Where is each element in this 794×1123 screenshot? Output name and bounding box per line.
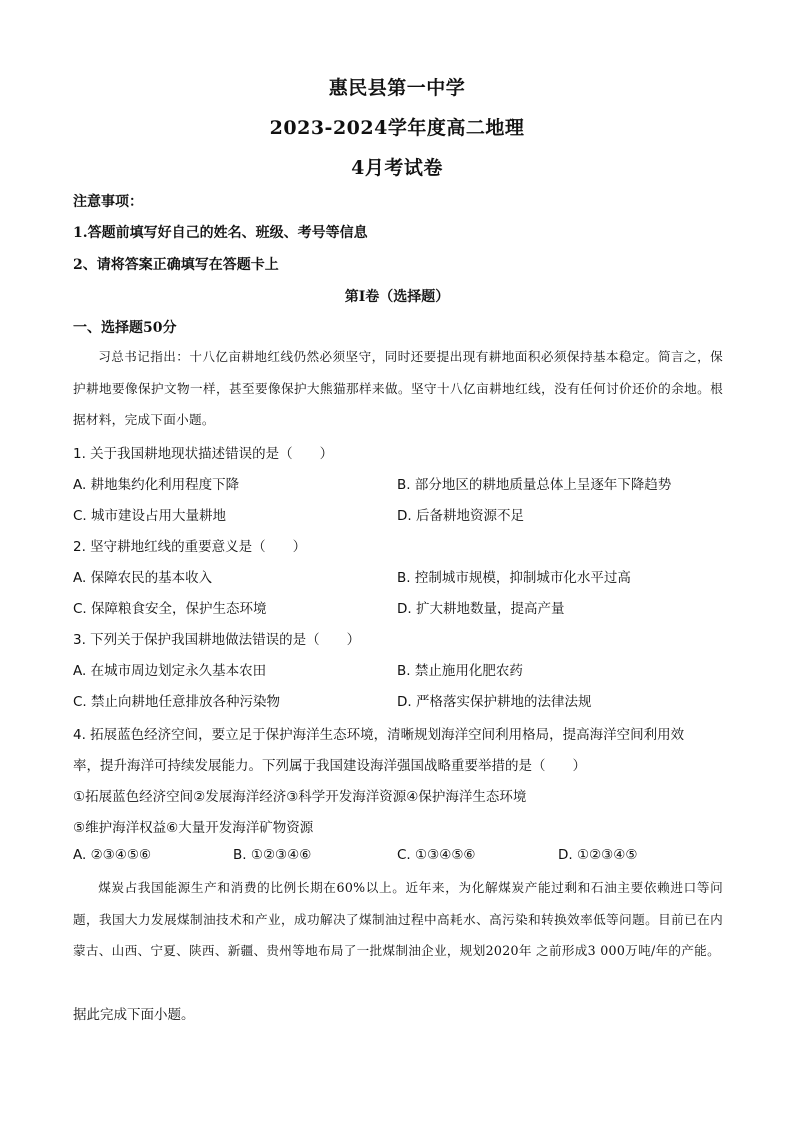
q4-stem-line-2: 率，提升海洋可持续发展能力。下列属于我国建设海洋强国战略重要举措的是（ ）: [73, 758, 586, 774]
school-title: 惠民县第一中学: [328, 77, 466, 99]
q1-option-c: C. 城市建设占用大量耕地: [73, 508, 227, 524]
q4-stem-line-1: 4. 拓展蓝色经济空间，要立足于保护海洋生态环境，清晰规划海洋空间利用格局，提高海洋空间利用效: [73, 727, 685, 743]
q3-option-d: D. 严格落实保护耕地的法律法规: [397, 694, 592, 710]
q4-options-line-2: ⑤维护海洋权益⑥大量开发海洋矿物资源: [73, 820, 314, 836]
q3-option-b: B. 禁止施用化肥农药: [397, 663, 523, 679]
q3-option-a: A. 在城市周边划定永久基本农田: [73, 663, 267, 679]
q3-stem: 3. 下列关于保护我国耕地做法错误的是（ ）: [73, 632, 361, 648]
q1-option-b: B. 部分地区的耕地质量总体上呈逐年下降趋势: [397, 477, 672, 493]
q4-option-d: D. ①②③④⑤: [558, 847, 638, 863]
q2-option-c: C. 保障粮食安全，保护生态环境: [73, 601, 267, 617]
q1-stem: 1. 关于我国耕地现状描述错误的是（ ）: [73, 446, 334, 462]
q2-stem: 2. 坚守耕地红线的重要意义是（ ）: [73, 539, 307, 555]
q4-options-line-1: ①拓展蓝色经济空间②发展海洋经济③科学开发海洋资源④保护海洋生态环境: [73, 789, 527, 805]
q1-option-d: D. 后备耕地资源不足: [397, 508, 524, 524]
notice-heading: 注意事项：: [73, 194, 143, 210]
exam-title: 4月考试卷: [351, 157, 443, 179]
passage-1: 习总书记指出：十八亿亩耕地红线仍然必须坚守，同时还要提出现有耕地面积必须保持基本稳定。简言之，保护耕地要像保护文物一样，甚至要像保护大熊猫那样来做。坚守十八亿亩耕地红线，没有任何讨价还价的余地。根据材料，完成下面小题。: [73, 349, 723, 427]
notice-item-1: 1.答题前填写好自己的姓名、班级、考号等信息: [73, 225, 368, 241]
q4-option-b: B. ①②③④⑥: [233, 847, 312, 863]
q2-option-d: D. 扩大耕地数量，提高产量: [397, 601, 565, 617]
instruction-tail: 据此完成下面小题。: [73, 1007, 195, 1023]
year-subject-title: 2023-2024学年度高二地理: [269, 117, 525, 139]
q1-option-a: A. 耕地集约化利用程度下降: [73, 477, 240, 493]
q3-option-c: C. 禁止向耕地任意排放各种污染物: [73, 694, 281, 710]
notice-item-2: 2、请将答案正确填写在答题卡上: [73, 257, 279, 273]
part-heading: 一、选择题50分: [73, 320, 177, 336]
q2-option-b: B. 控制城市规模，抑制城市化水平过高: [397, 570, 631, 586]
volume-heading: 第I卷（选择题）: [344, 289, 450, 305]
q4-option-a: A. ②③④⑤⑥: [73, 847, 152, 863]
q4-option-c: C. ①③④⑤⑥: [397, 847, 476, 863]
q2-option-a: A. 保障农民的基本收入: [73, 570, 213, 586]
passage-2: 煤炭占我国能源生产和消费的比例长期在60%以上。近年来，为化解煤炭产能过剩和石油主要依赖进口等问题，我国大力发展煤制油技术和产业，成功解决了煤制油过程中高耗水、高污染和转换效率低等问题。目前已在内蒙古、山西、宁夏、陕西、新疆、贵州等地布局了一批煤制油企业，规划2020年 之前形成3 000万吨/年的产能。: [73, 880, 723, 958]
